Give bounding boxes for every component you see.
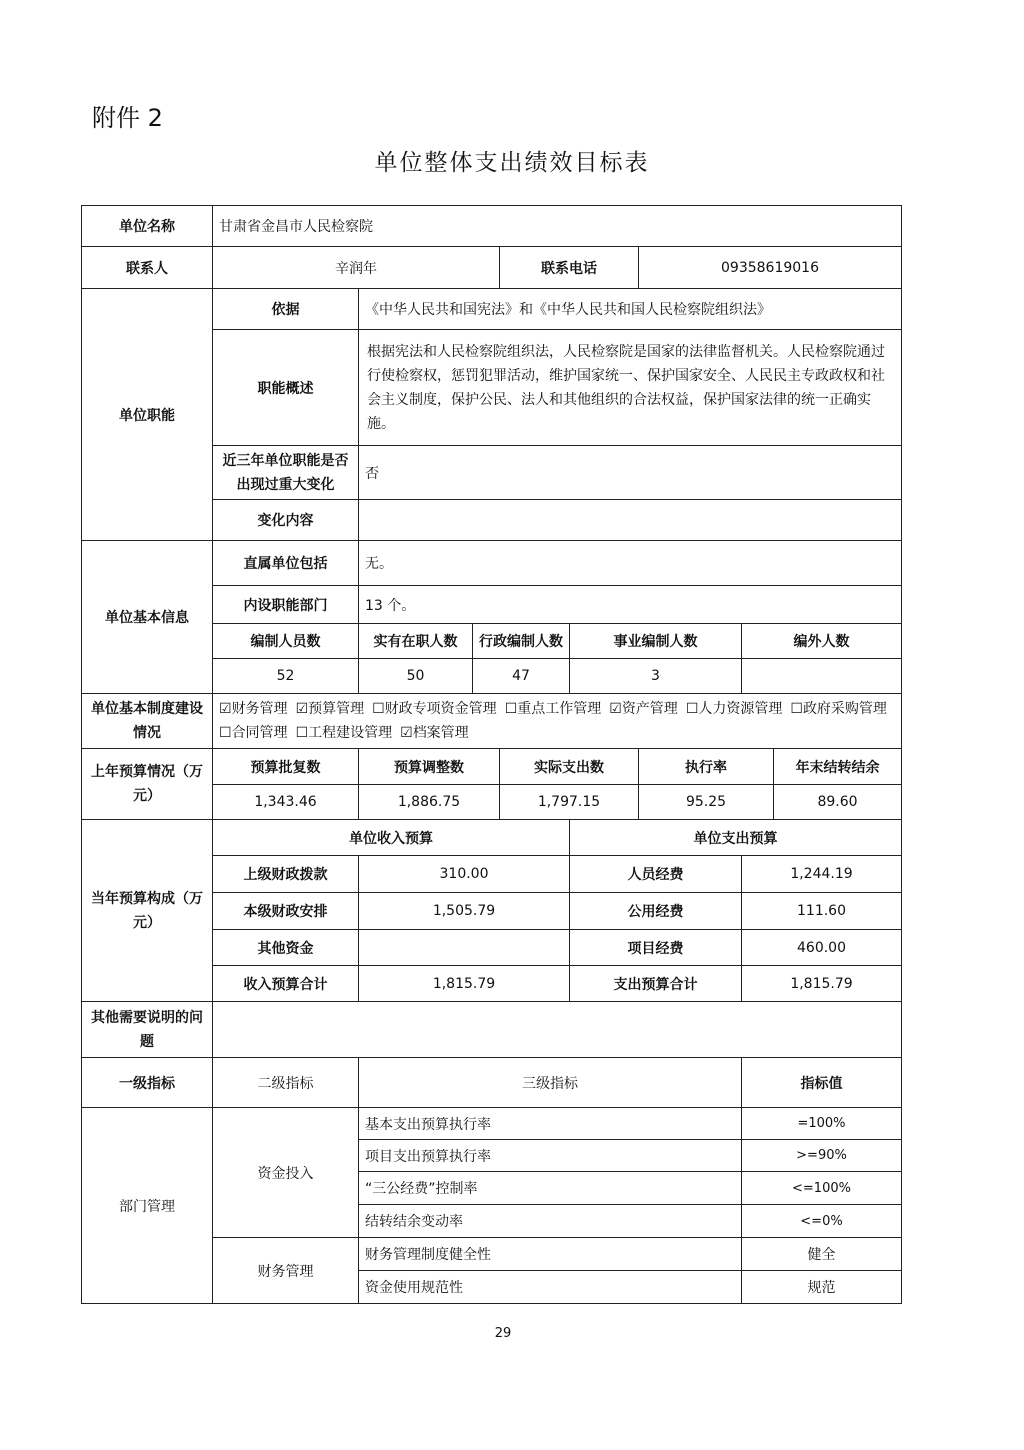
last-year-header: 实际支出数 xyxy=(500,749,639,785)
indicator-level3: 结转结余变动率 xyxy=(359,1205,742,1238)
change-question-label: 近三年单位职能是否出现过重大变化 xyxy=(213,446,359,500)
system-item-label: 档案管理 xyxy=(412,725,469,741)
other-notes-value xyxy=(213,1002,902,1058)
expense-item-value: 460.00 xyxy=(742,930,902,966)
expense-item-label: 项目经费 xyxy=(570,930,742,966)
income-item-label: 其他资金 xyxy=(213,930,359,966)
last-year-value: 95.25 xyxy=(639,785,774,820)
last-year-header: 执行率 xyxy=(639,749,774,785)
system-item-label: 资产管理 xyxy=(621,701,678,717)
income-total-value: 1,815.79 xyxy=(359,966,570,1002)
indicator-header-level1: 一级指标 xyxy=(82,1058,213,1108)
unchecked-box-icon: ☐ xyxy=(790,701,803,717)
indicator-level3: “三公经费”控制率 xyxy=(359,1172,742,1205)
system-item xyxy=(790,701,887,717)
indicator-header-value: 指标值 xyxy=(742,1058,902,1108)
staff-header: 事业编制人数 xyxy=(570,624,742,659)
basic-info-section-label: 单位基本信息 xyxy=(82,541,213,694)
page-number: 29 xyxy=(494,1326,512,1341)
indicator-level1: 部门管理 xyxy=(82,1108,213,1304)
phone-value: 09358619016 xyxy=(639,247,902,289)
last-year-value: 89.60 xyxy=(774,785,902,820)
checked-box-icon: ☑ xyxy=(400,725,413,741)
income-total-label: 收入预算合计 xyxy=(213,966,359,1002)
system-item xyxy=(686,701,783,717)
indicator-level3: 财务管理制度健全性 xyxy=(359,1238,742,1271)
unchecked-box-icon: ☐ xyxy=(219,725,232,741)
current-year-label: 当年预算构成（万元） xyxy=(82,820,213,1002)
system-item xyxy=(609,701,678,717)
indicator-level3: 基本支出预算执行率 xyxy=(359,1108,742,1140)
contact-label: 联系人 xyxy=(82,247,213,289)
last-year-header: 年末结转结余 xyxy=(774,749,902,785)
indicator-header-level3: 三级指标 xyxy=(359,1058,742,1108)
income-item-label: 本级财政安排 xyxy=(213,893,359,930)
staff-value: 47 xyxy=(473,659,570,694)
system-item-label: 财务管理 xyxy=(231,701,288,717)
system-item xyxy=(219,725,288,741)
overview-label: 职能概述 xyxy=(213,330,359,446)
basis-value: 《中华人民共和国宪法》和《中华人民共和国人民检察院组织法》 xyxy=(359,289,902,330)
system-item-label: 政府采购管理 xyxy=(802,701,887,717)
system-item-label: 合同管理 xyxy=(231,725,288,741)
system-item xyxy=(219,701,288,717)
staff-value: 50 xyxy=(359,659,473,694)
system-item xyxy=(296,725,393,741)
indicator-value: =100% xyxy=(742,1108,902,1140)
system-item-label: 工程建设管理 xyxy=(308,725,393,741)
change-question-value: 否 xyxy=(359,446,902,500)
depts-value: 13 个。 xyxy=(359,586,902,624)
checked-box-icon: ☑ xyxy=(609,701,622,717)
last-year-header: 预算批复数 xyxy=(213,749,359,785)
staff-value: 52 xyxy=(213,659,359,694)
indicator-value: >=90% xyxy=(742,1140,902,1172)
indicator-level2: 资金投入 xyxy=(213,1108,359,1238)
overview-value: 根据宪法和人民检察院组织法，人民检察院是国家的法律监督机关。人民检察院通过行使检察权，惩罚犯罪活动，维护国家统一、保护国家安全、人民民主专政政权和社会主义制度，保护公民、法人和其他组织的合法权益，保护国家法律的统一正确实施。 xyxy=(359,330,902,446)
attachment-label: 附件 2 xyxy=(92,104,163,132)
contact-value: 辛润年 xyxy=(213,247,500,289)
income-header: 单位收入预算 xyxy=(213,820,570,856)
staff-header: 实有在职人数 xyxy=(359,624,473,659)
system-item xyxy=(372,701,497,717)
system-item-label: 人力资源管理 xyxy=(698,701,783,717)
phone-label: 联系电话 xyxy=(500,247,639,289)
indicator-level2: 财务管理 xyxy=(213,1238,359,1304)
expense-item-value: 111.60 xyxy=(742,893,902,930)
system-item xyxy=(400,725,469,741)
indicator-value: 规范 xyxy=(742,1271,902,1304)
change-content-value xyxy=(359,500,902,541)
unit-name-label: 单位名称 xyxy=(82,206,213,247)
expense-item-value: 1,244.19 xyxy=(742,856,902,893)
system-item xyxy=(505,701,602,717)
indicator-value: <=0% xyxy=(742,1205,902,1238)
last-year-value: 1,343.46 xyxy=(213,785,359,820)
system-item-label: 重点工作管理 xyxy=(517,701,602,717)
other-notes-label: 其他需要说明的问题 xyxy=(82,1002,213,1058)
systems-label: 单位基本制度建设情况 xyxy=(82,694,213,749)
function-section-label: 单位职能 xyxy=(82,289,213,541)
staff-header: 编外人数 xyxy=(742,624,902,659)
performance-table xyxy=(81,205,902,1304)
checked-box-icon: ☑ xyxy=(295,701,309,717)
basis-label: 依据 xyxy=(213,289,359,330)
expense-header: 单位支出预算 xyxy=(570,820,902,856)
staff-header: 编制人员数 xyxy=(213,624,359,659)
indicator-level3: 项目支出预算执行率 xyxy=(359,1140,742,1172)
last-year-value: 1,886.75 xyxy=(359,785,500,820)
last-year-header: 预算调整数 xyxy=(359,749,500,785)
expense-total-label: 支出预算合计 xyxy=(570,966,742,1002)
staff-value xyxy=(742,659,902,694)
subunits-value: 无。 xyxy=(359,541,902,586)
unit-name-value: 甘肃省金昌市人民检察院 xyxy=(213,206,902,247)
indicator-header-level2: 二级指标 xyxy=(213,1058,359,1108)
expense-total-value: 1,815.79 xyxy=(742,966,902,1002)
last-year-value: 1,797.15 xyxy=(500,785,639,820)
staff-header: 行政编制人数 xyxy=(473,624,570,659)
staff-value: 3 xyxy=(570,659,742,694)
systems-list xyxy=(213,694,902,749)
last-year-label: 上年预算情况（万元） xyxy=(82,749,213,820)
indicator-level3: 资金使用规范性 xyxy=(359,1271,742,1304)
unchecked-box-icon: ☐ xyxy=(372,701,385,717)
expense-item-label: 人员经费 xyxy=(570,856,742,893)
system-item xyxy=(296,701,365,717)
checked-box-icon: ☑ xyxy=(219,701,232,717)
indicator-value: 健全 xyxy=(742,1238,902,1271)
page-title: 单位整体支出绩效目标表 xyxy=(374,150,650,176)
income-item-value: 1,505.79 xyxy=(359,893,570,930)
income-item-value: 310.00 xyxy=(359,856,570,893)
unchecked-box-icon: ☐ xyxy=(685,701,699,717)
expense-item-label: 公用经费 xyxy=(570,893,742,930)
income-item-value xyxy=(359,930,570,966)
system-item-label: 预算管理 xyxy=(308,701,365,717)
system-item-label: 财政专项资金管理 xyxy=(384,701,497,717)
indicator-value: <=100% xyxy=(742,1172,902,1205)
subunits-label: 直属单位包括 xyxy=(213,541,359,586)
unchecked-box-icon: ☐ xyxy=(295,725,309,741)
income-item-label: 上级财政拨款 xyxy=(213,856,359,893)
change-content-label: 变化内容 xyxy=(213,500,359,541)
unchecked-box-icon: ☐ xyxy=(504,701,518,717)
depts-label: 内设职能部门 xyxy=(213,586,359,624)
